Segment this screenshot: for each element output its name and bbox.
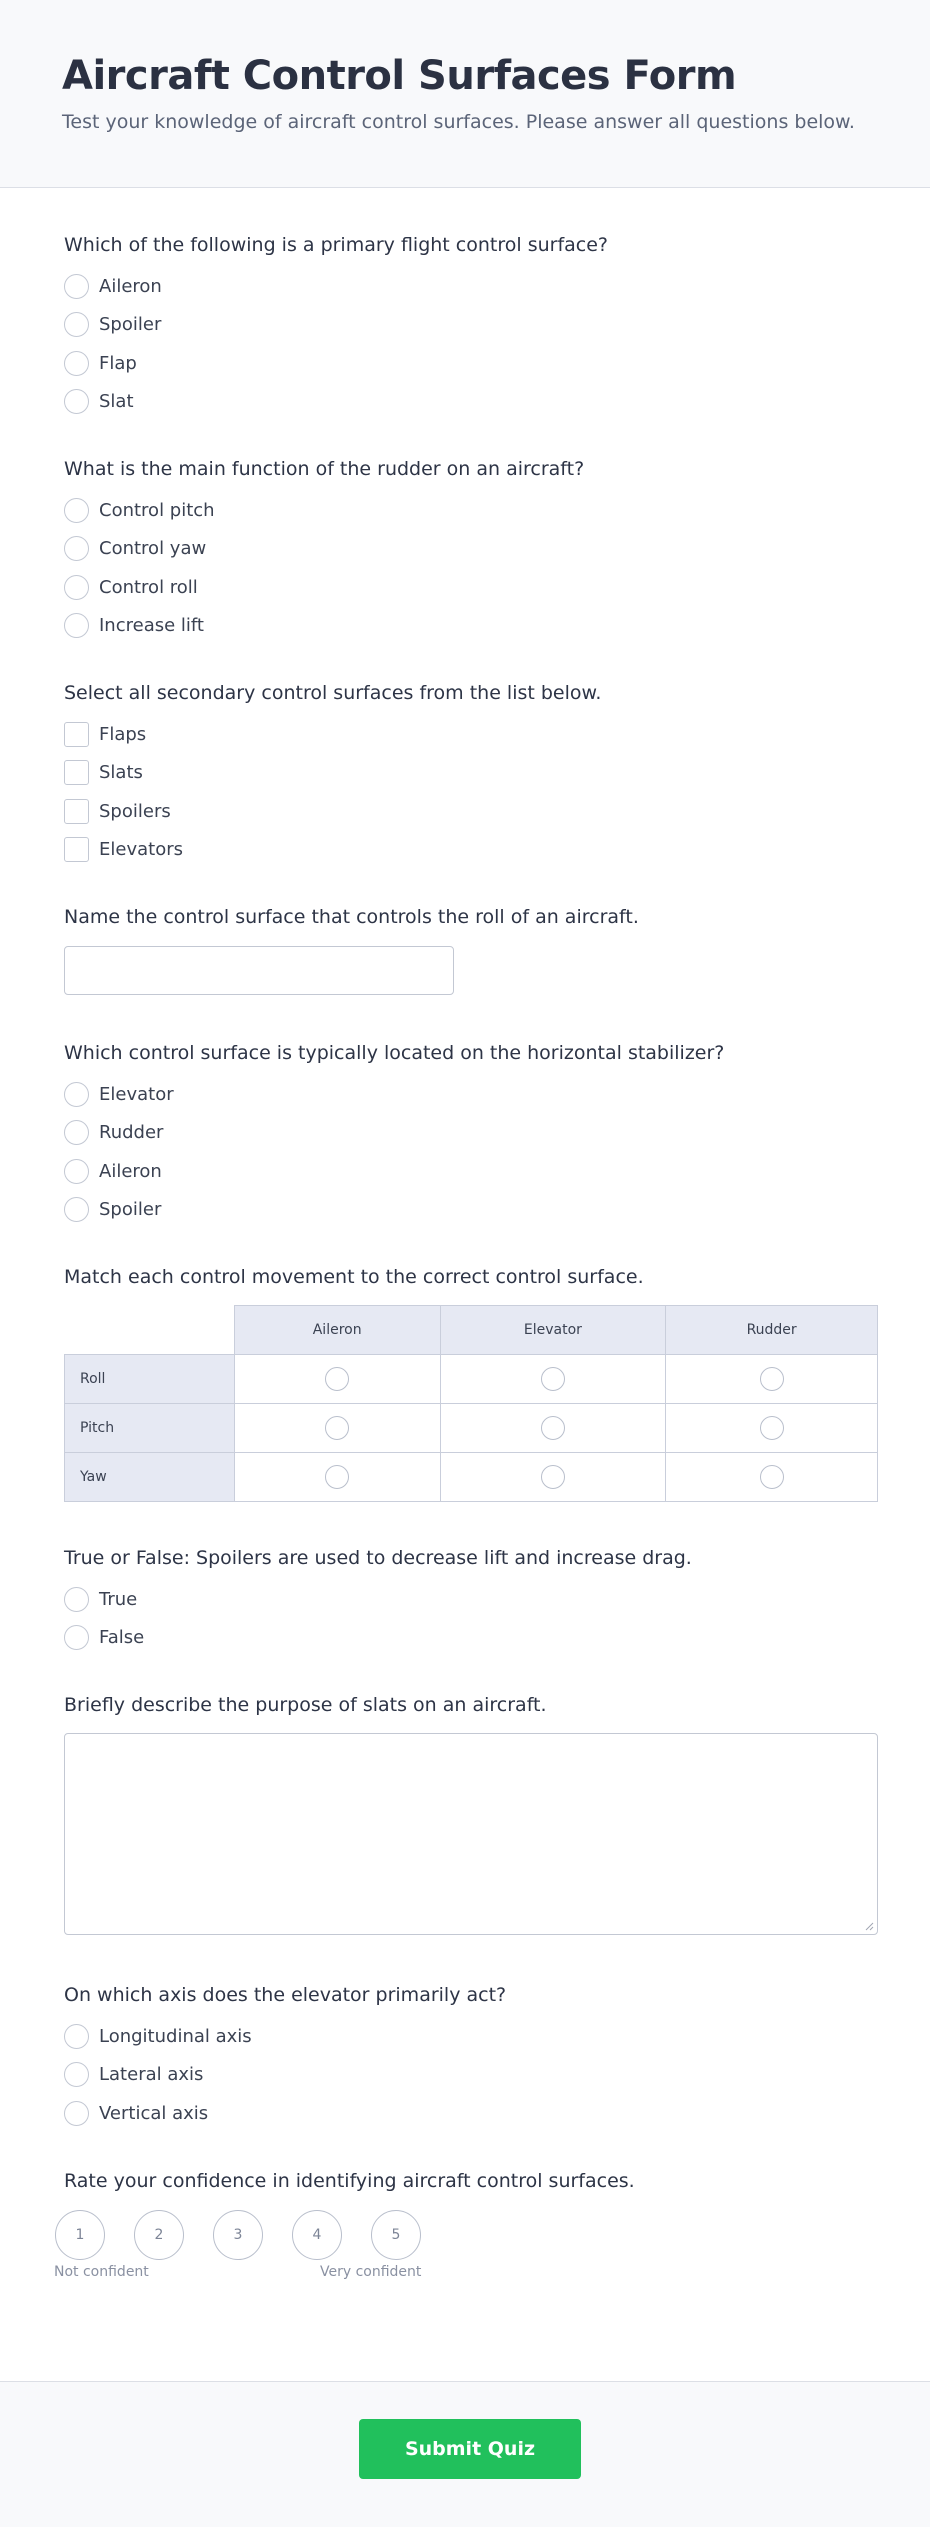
rating-labels bbox=[54, 2263, 866, 2286]
question-confidence-rating bbox=[0, 2169, 930, 2286]
question-slats-purpose bbox=[0, 1693, 930, 1935]
matrix-row-yaw bbox=[65, 1453, 878, 1502]
radio-button[interactable] bbox=[64, 613, 89, 638]
matrix-radio-pitch-elevator[interactable] bbox=[541, 1416, 565, 1440]
matrix-radio-roll-rudder[interactable] bbox=[760, 1367, 784, 1391]
option-label: Spoiler bbox=[99, 314, 162, 336]
option-label: Lateral axis bbox=[99, 2064, 204, 2086]
matrix-corner bbox=[65, 1306, 235, 1355]
radio-group bbox=[64, 491, 866, 645]
option-label: True bbox=[99, 1588, 138, 1610]
option-aileron[interactable] bbox=[64, 267, 866, 306]
radio-button[interactable] bbox=[64, 1159, 89, 1184]
roll-surface-input[interactable] bbox=[64, 946, 454, 995]
option-label: Aileron bbox=[99, 275, 162, 297]
radio-button[interactable] bbox=[64, 1197, 89, 1222]
resize-handle-icon[interactable] bbox=[864, 1921, 874, 1931]
matrix-row-header: Roll bbox=[65, 1355, 235, 1404]
radio-button[interactable] bbox=[64, 274, 89, 299]
matrix-column-header: Elevator bbox=[440, 1306, 666, 1355]
rating-option-5[interactable]: 5 bbox=[371, 2210, 421, 2260]
radio-button[interactable] bbox=[64, 1120, 89, 1145]
matrix-row-header: Pitch bbox=[65, 1404, 235, 1453]
option-longitudinal-axis[interactable] bbox=[64, 2017, 866, 2056]
matrix-row-roll bbox=[65, 1355, 878, 1404]
radio-group bbox=[64, 267, 866, 421]
question-primary-surface bbox=[0, 233, 930, 421]
matrix-radio-yaw-aileron[interactable] bbox=[325, 1465, 349, 1489]
slats-description-textarea[interactable] bbox=[64, 1733, 878, 1935]
matrix-radio-roll-aileron[interactable] bbox=[325, 1367, 349, 1391]
option-label: Flap bbox=[99, 352, 137, 374]
matching-matrix bbox=[64, 1305, 878, 1502]
option-slat[interactable] bbox=[64, 383, 866, 422]
question-label: Which control surface is typically located on the horizontal stabilizer? bbox=[64, 1042, 725, 1064]
matrix-row-pitch bbox=[65, 1404, 878, 1453]
submit-quiz-button[interactable]: Submit Quiz bbox=[359, 2419, 581, 2479]
radio-group bbox=[64, 1580, 866, 1657]
option-label: Spoiler bbox=[99, 1199, 162, 1221]
option-elevators[interactable] bbox=[64, 831, 866, 870]
matrix-radio-pitch-rudder[interactable] bbox=[760, 1416, 784, 1440]
option-control-pitch[interactable] bbox=[64, 491, 866, 530]
option-control-yaw[interactable] bbox=[64, 530, 866, 569]
radio-button[interactable] bbox=[64, 389, 89, 414]
option-vertical-axis[interactable] bbox=[64, 2094, 866, 2133]
rating-min-label: Not confident bbox=[54, 2263, 149, 2280]
option-spoilers[interactable] bbox=[64, 792, 866, 831]
option-aileron[interactable] bbox=[64, 1152, 866, 1191]
page-title: Aircraft Control Surfaces Form bbox=[62, 53, 737, 99]
radio-button[interactable] bbox=[64, 498, 89, 523]
checkbox[interactable] bbox=[64, 837, 89, 862]
matrix-column-header: Rudder bbox=[666, 1306, 878, 1355]
option-label: Increase lift bbox=[99, 615, 204, 637]
option-rudder[interactable] bbox=[64, 1114, 866, 1153]
matrix-row-header: Yaw bbox=[65, 1453, 235, 1502]
option-label: Elevator bbox=[99, 1083, 174, 1105]
option-label: Control roll bbox=[99, 576, 198, 598]
matrix-radio-roll-elevator[interactable] bbox=[541, 1367, 565, 1391]
question-label: What is the main function of the rudder on an aircraft? bbox=[64, 458, 585, 480]
question-rudder-function bbox=[0, 457, 930, 645]
question-elevator-axis bbox=[0, 1983, 930, 2133]
radio-button[interactable] bbox=[64, 351, 89, 376]
option-label: Elevators bbox=[99, 839, 183, 861]
option-label: False bbox=[99, 1627, 145, 1649]
question-horizontal-stabilizer bbox=[0, 1041, 930, 1229]
radio-group bbox=[64, 2017, 866, 2133]
radio-button[interactable] bbox=[64, 2101, 89, 2126]
question-label: True or False: Spoilers are used to decrease lift and increase drag. bbox=[64, 1547, 692, 1569]
question-label: Name the control surface that controls the roll of an aircraft. bbox=[64, 906, 639, 928]
rating-scale bbox=[55, 2210, 866, 2260]
matrix-radio-yaw-elevator[interactable] bbox=[541, 1465, 565, 1489]
rating-option-4[interactable]: 4 bbox=[292, 2210, 342, 2260]
radio-group bbox=[64, 1075, 866, 1229]
radio-button[interactable] bbox=[64, 1082, 89, 1107]
question-label: On which axis does the elevator primarily act? bbox=[64, 1984, 507, 2006]
option-flaps[interactable] bbox=[64, 715, 866, 754]
option-spoiler[interactable] bbox=[64, 1191, 866, 1230]
option-label: Control pitch bbox=[99, 499, 215, 521]
question-roll-surface bbox=[0, 905, 930, 995]
rating-option-1[interactable]: 1 bbox=[55, 2210, 105, 2260]
option-label: Control yaw bbox=[99, 538, 207, 560]
rating-option-3[interactable]: 3 bbox=[213, 2210, 263, 2260]
radio-button[interactable] bbox=[64, 312, 89, 337]
matrix-radio-yaw-rudder[interactable] bbox=[760, 1465, 784, 1489]
option-label: Spoilers bbox=[99, 800, 171, 822]
option-false[interactable] bbox=[64, 1619, 866, 1658]
option-label: Rudder bbox=[99, 1122, 164, 1144]
form-body bbox=[0, 188, 930, 2286]
radio-button[interactable] bbox=[64, 2024, 89, 2049]
option-label: Slats bbox=[99, 762, 143, 784]
form-footer bbox=[0, 2381, 930, 2527]
question-label: Select all secondary control surfaces from the list below. bbox=[64, 682, 602, 704]
radio-button[interactable] bbox=[64, 536, 89, 561]
checkbox[interactable] bbox=[64, 760, 89, 785]
page-subtitle: Test your knowledge of aircraft control surfaces. Please answer all questions below. bbox=[62, 111, 855, 133]
option-true[interactable] bbox=[64, 1580, 866, 1619]
option-label: Flaps bbox=[99, 723, 147, 745]
matrix-radio-pitch-aileron[interactable] bbox=[325, 1416, 349, 1440]
radio-button[interactable] bbox=[64, 2062, 89, 2087]
option-increase-lift[interactable] bbox=[64, 607, 866, 646]
question-label: Match each control movement to the correct control surface. bbox=[64, 1266, 644, 1288]
option-label: Slat bbox=[99, 391, 134, 413]
question-label: Which of the following is a primary flight control surface? bbox=[64, 234, 609, 256]
matrix-column-header: Aileron bbox=[234, 1306, 440, 1355]
question-label: Briefly describe the purpose of slats on an aircraft. bbox=[64, 1694, 547, 1716]
option-label: Longitudinal axis bbox=[99, 2025, 252, 2047]
rating-option-2[interactable]: 2 bbox=[134, 2210, 184, 2260]
radio-button[interactable] bbox=[64, 1587, 89, 1612]
option-elevator[interactable] bbox=[64, 1075, 866, 1114]
question-secondary-surfaces bbox=[0, 681, 930, 869]
radio-button[interactable] bbox=[64, 1625, 89, 1650]
form-header bbox=[0, 0, 930, 188]
checkbox-group bbox=[64, 715, 866, 869]
option-slats[interactable] bbox=[64, 754, 866, 793]
option-control-roll[interactable] bbox=[64, 568, 866, 607]
option-label: Vertical axis bbox=[99, 2102, 209, 2124]
option-spoiler[interactable] bbox=[64, 306, 866, 345]
option-lateral-axis[interactable] bbox=[64, 2056, 866, 2095]
question-label: Rate your confidence in identifying aircraft control surfaces. bbox=[64, 2169, 635, 2192]
question-true-false-spoilers bbox=[0, 1546, 930, 1657]
option-label: Aileron bbox=[99, 1160, 162, 1182]
checkbox[interactable] bbox=[64, 799, 89, 824]
rating-max-label: Very confident bbox=[320, 2263, 422, 2280]
option-flap[interactable] bbox=[64, 344, 866, 383]
checkbox[interactable] bbox=[64, 722, 89, 747]
question-matching-matrix bbox=[0, 1265, 930, 1502]
radio-button[interactable] bbox=[64, 575, 89, 600]
